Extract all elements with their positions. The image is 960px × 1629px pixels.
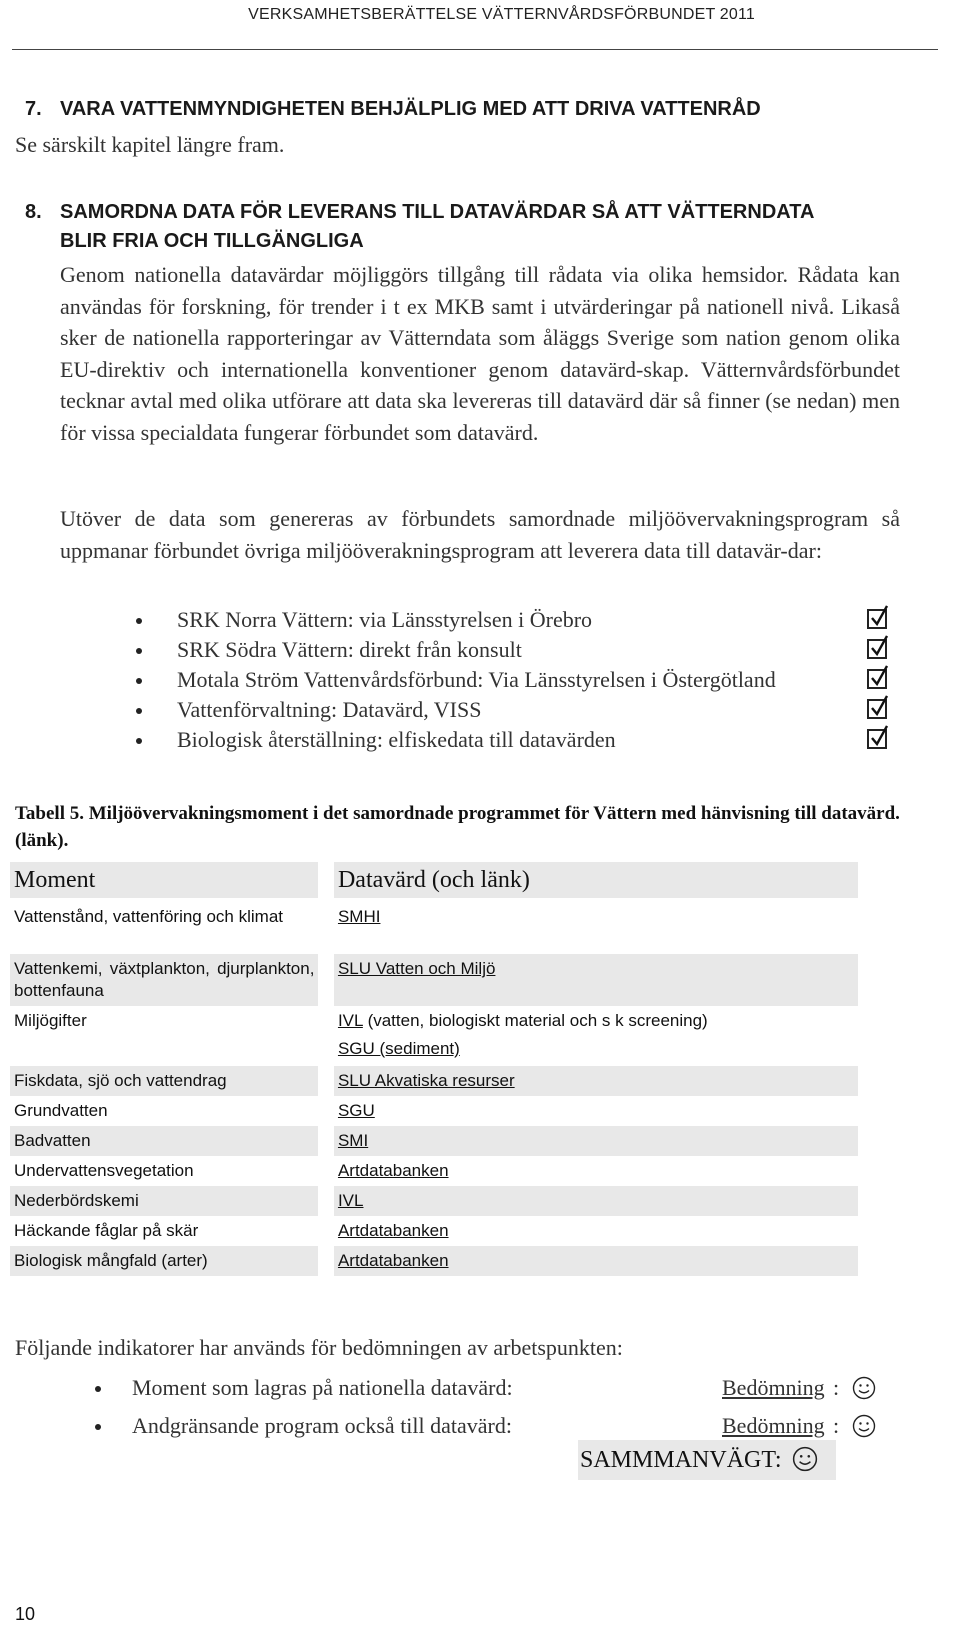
moment-cell: Undervattensvegetation [14,1161,194,1180]
table-row [10,1006,858,1066]
data-host-link[interactable]: Artdatabanken [337,1161,449,1180]
section-8-title-line1: SAMORDNA DATA FÖR LEVERANS TILL DATAVÄRDAR SÅ ATT VÄTTERNDATA [60,201,815,223]
section-8-title-line2: BLIR FRIA OCH TILLGÄNGLIGA [60,230,364,252]
summary-box [578,1440,836,1480]
moment-cell: Biologisk mångfald (arter) [10,1246,318,1276]
list-item: Andgränsande program också till datavärd: Bedömning : [95,1408,895,1446]
table-row [10,1126,858,1156]
checkbox-checked-icon [867,669,887,689]
list-item: SRK Norra Vättern: via Länsstyrelsen i Örebro [140,605,900,635]
list-item: Motala Ström Vattenvårdsförbund: Via Länsstyrelsen i Östergötland [140,665,900,695]
data-host-link[interactable]: SGU (sediment) [337,1039,460,1058]
bullet-icon [136,738,142,744]
checkbox-checked-icon [867,639,887,659]
section-7-heading [25,95,761,124]
smiley-icon [792,1446,818,1472]
checkbox-checked-icon [867,729,887,749]
page-header [0,0,960,52]
link-cell [334,1126,858,1156]
indicators-intro: Följande indikatorer har används för bedömningen av arbetspunkten: [15,1335,623,1360]
link-cell [334,1246,858,1276]
data-host-link[interactable]: SLU Akvatiska resurser [337,1071,515,1090]
bullet-icon [136,648,142,654]
list-item: Vattenförvaltning: Datavärd, VISS [140,695,900,725]
moment-cell: Fiskdata, sjö och vattendrag [10,1066,318,1096]
moment-cell: Vattenstånd, vattenföring och klimat [14,907,284,926]
indicator-list [95,1370,895,1446]
moment-cell: Miljögifter [14,1011,87,1030]
data-host-link[interactable]: SMI [337,1131,369,1150]
bullet-icon [136,708,142,714]
moment-cell: Häckande fåglar på skär [14,1221,199,1240]
moment-cell: Nederbördskemi [10,1186,318,1216]
checkbox-checked-icon [867,699,887,719]
checkbox-checked-icon [867,609,887,629]
assessment-label: Bedömning [722,1413,825,1438]
bullet-icon [95,1386,101,1392]
link-cell [334,1186,858,1216]
data-host-link[interactable]: SMHI [337,907,381,926]
section-8-paragraph-1: Genom nationella datavärdar möjliggörs tillgång till rådata via olika hemsidor. Rådata kan användas för forskning, för trender i t ex MKB samt i utvärderingar på nationell nivå. Likaså sker de nationella rapporteringar av Vätterndata som åläggs Sverige som nation genom olika EU-direktiv och internationella konventioner genom datavärd-skap. Vätternvårdsförbundet tecknar avtal med olika utförare att data ska levereras till datavärd där så finner (se nedan) men för vissa specialdata fungerar förbundet som datavärd. [60,262,900,445]
list-item: Biologisk återställning: elfiskedata till datavärden [140,725,900,755]
data-host-list [140,605,900,755]
table-row [10,1186,858,1216]
table-caption: Tabell 5. Miljöövervakningsmoment i det samordnade programmet för Vättern med hänvisning till datavärd. (länk). [15,803,900,851]
smiley-icon [852,1414,876,1438]
assessment-label: Bedömning [722,1375,825,1400]
link-cell [334,1006,858,1066]
table-header-row [10,862,858,898]
bullet-icon [95,1424,101,1430]
section-8-heading [25,198,915,256]
moment-cell: Vattenkemi, växtplankton, djurplankton, bottenfauna [10,954,318,1006]
section-7-title: VARA VATTENMYNDIGHETEN BEHJÄLPLIG MED ATT DRIVA VATTENRÅD [60,98,761,120]
table-row [10,902,858,954]
link-cell [334,902,858,954]
data-host-link[interactable]: Artdatabanken [337,1221,449,1240]
table-row [10,1066,858,1096]
table-row [10,1246,858,1276]
table-row [10,1096,858,1126]
table-row [10,1216,858,1246]
monitoring-table [10,862,858,1276]
summary-label: SAMMMANVÄGT: [580,1447,782,1473]
data-host-link[interactable]: IVL [337,1191,364,1210]
section-8-number: 8. [25,201,42,223]
link-cell [334,1216,858,1246]
data-host-link[interactable]: SGU [337,1101,375,1120]
section-7-text: Se särskilt kapitel längre fram. [15,132,285,157]
link-cell [334,1066,858,1096]
table-row [10,954,858,1006]
smiley-icon [852,1376,876,1400]
section-8-paragraph-2: Utöver de data som genereras av förbundets samordnade miljöövervakningsprogram så uppmanar förbundet övriga miljööverakningsprogram att leverera data till datavär-dar: [60,506,900,563]
page-number: 10 [15,1604,36,1624]
bullet-icon [136,678,142,684]
link-note: (vatten, biologiskt material och s k screening) [362,1011,708,1030]
data-host-link[interactable]: Artdatabanken [337,1251,449,1270]
moment-cell: Grundvatten [14,1101,108,1120]
moment-cell: Badvatten [10,1126,318,1156]
list-item: Moment som lagras på nationella datavärd: Bedömning : [95,1370,895,1408]
data-host-link[interactable]: IVL [337,1011,363,1030]
section-7-number: 7. [25,98,42,120]
data-host-link[interactable]: SLU Vatten och Miljö [337,959,496,978]
list-item: SRK Södra Vättern: direkt från konsult [140,635,900,665]
table-row [10,1156,858,1186]
link-cell [334,954,858,1006]
header-title: VERKSAMHETSBERÄTTELSE VÄTTERNVÅRDSFÖRBUNDET 2011 [248,6,755,23]
column-header-moment: Moment [10,862,318,898]
link-cell [334,1156,858,1186]
bullet-icon [136,618,142,624]
column-header-datavard: Datavärd (och länk) [334,862,858,898]
header-rule [12,49,938,50]
link-cell [334,1096,858,1126]
